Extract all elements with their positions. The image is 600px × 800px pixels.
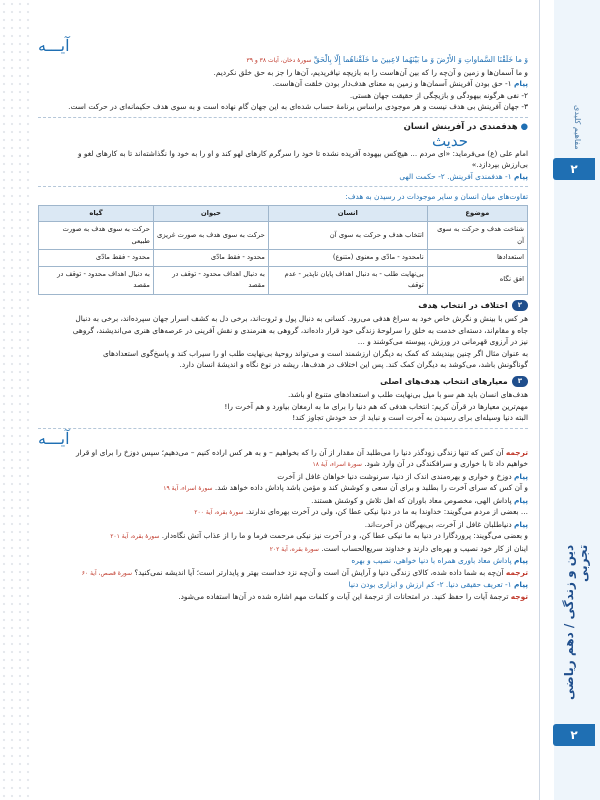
main-content — [38, 36, 528, 602]
table-header: موضوع — [427, 205, 527, 222]
sub3-p1: هدف‌های انسان باید هم سو با میل بی‌نهایت طلب و استعدادهای متنوع او باشد. — [287, 390, 528, 399]
divider — [38, 428, 528, 429]
strip-line — [539, 0, 540, 800]
chapter-badge-bottom: ۲ — [553, 724, 595, 746]
table-header: حیوان — [153, 205, 268, 222]
pay-4: پیام پاداش معاد باوری همراه با دنیا خواهی، نصیب و بهره — [351, 556, 528, 565]
dot-pattern — [0, 0, 34, 800]
tarjome-1b: خواهیم داد تا با خواری و سرافکندگی در آن وارد شود. سورهٔ اسراء، آیهٔ ۱۸ — [312, 459, 528, 468]
sidebar-key-concepts: مفاهیم کلیدی — [573, 105, 582, 150]
hadith-point: پیام ۱- هدفمندی آفرینش. ۲- حکمت الهی — [399, 171, 528, 181]
table-row: استعدادها نامحدود - مادّی و معنوی (متنوع) محدود - فقط مادّی محدود - فقط مادّی — [39, 250, 528, 267]
tip: توجه ترجمهٔ آیات را حفظ کنید. در امتحانات از ترجمهٔ این آیات و کلمات مهم اشاره شده در آن‌ها استفاده می‌شود. — [178, 591, 528, 601]
ayah2-header: آیـــه — [38, 428, 70, 448]
hadith-text-2: بی‌ارزش بپردازد.» — [471, 160, 528, 169]
right-strip — [528, 0, 600, 800]
ayah-point-1: پیام ۱- حق بودن آفرینش آسمان‌ها و زمین به معنای هدف‌دار بودن خلقت آن‌هاست. — [272, 79, 528, 88]
tarjome-3: ... بعضی از مردم می‌گویند: خداوندا به ما در دنیا نیکی عطا کن، ولی در آخرت بهره‌ای ندارند. سورهٔ بقره، آیهٔ ۲۰۰ — [194, 507, 528, 516]
tarjome-6: ترجمه آن‌چه به شما داده شده، کالای زندگی دنیا و آرایش آن است و آن‌چه نزد خداست بهتر و پایدارتر است؛ آیا اندیشه نمی‌کنید؟ سورهٔ قصص، آیهٔ ۶۰ — [81, 567, 528, 577]
subsection-2-title: ۲ اختلاف در انتخاب هدف — [38, 300, 528, 312]
comparison-table — [38, 205, 528, 295]
table-header: گیاه — [39, 205, 154, 222]
ayah-header: آیـــه — [38, 36, 70, 55]
subsection-badge: ۲ — [512, 300, 528, 311]
divider — [38, 186, 528, 187]
tarjome-4: و بعضی می‌گویند: پروردگارا در دنیا به ما نیکی عطا کن، و در آخرت نیز نیکی مرحمت فرما و ما را از عذاب آتش نگاه‌دار. سورهٔ بقره، آیهٔ ۲۰۱ — [110, 531, 528, 540]
sub2-p1: هر کس با بینش و نگرش خاص خود به سراغ هدفی می‌رود. کسانی به دنبال پول و ثروت‌اند، برخی دل به کشف اسرار جهان سپرده‌اند، برخی به دنبال — [75, 314, 528, 323]
pay-3: پیام دنیاطلبان غافل از آخرت، بی‌بهرگان در آخرت‌اند. — [364, 519, 528, 529]
ayah-arabic: وَ ما خَلَقْنَا السَّماواتِ وَ الأَرْضَ وَ ما بَيْنَهُما لاعِبينَ ما خَلَقْناهُما إِلّا بِالْحَقِّ — [313, 55, 528, 64]
section-title: ● هدفمندی در آفرینش انسان — [403, 121, 528, 132]
ayah-ref: سورهٔ دخان، آیات ۳۸ و ۳۹ — [246, 57, 312, 64]
sub2-p2: جاه و مقام‌اند، دسته‌ای خدمت به خلق را سرلوحهٔ زندگی خود قرار داده‌اند، گروهی به هنرمندی و نقش آفرینی در عرصه‌های هنری می‌اندیشند، گروهی — [72, 325, 528, 335]
subsection-badge: ۳ — [512, 376, 528, 387]
sub2-p3: نیز در آرزوی قهرمانی در ورزش، پیوسته می‌کوشند و ... — [357, 337, 528, 346]
table-header: انسان — [268, 205, 427, 222]
ayah-text — [38, 54, 528, 67]
tarjome-5: اینان از کار خود نصیب و بهره‌ای دارند و خداوند سریع‌الحساب است. سورهٔ بقره، آیهٔ ۲۰۲ — [269, 543, 528, 553]
subsection-3-title: ۳ معیارهای انتخاب هدف‌های اصلی — [38, 376, 528, 388]
sub3-p2: مهم‌ترین معیارها در قرآن کریم: انتخاب هدفی که هم دنیا را برای ما به ارمغان بیاورد و هم آخرت را! — [224, 401, 528, 411]
table-row: افق نگاه بی‌نهایت طلب - به دنبال اهداف پایان ناپذیر - عدم توقف به دنبال اهداف محدود - توقف در مقصد به دنبال اهداف محدود - توقف در مقصد — [39, 266, 528, 294]
ayah-point-2: ۲- نفی هرگونه بیهودگی و بازیچگی از حقیقت جهان هستی. — [349, 90, 528, 100]
ayah-translation: و ما آسمان‌ها و زمین و آن‌چه را که بین آن‌هاست را به بازیچه نیافریدیم، آن‌ها را جز به حق خلق نکردیم. — [213, 67, 528, 77]
hadith-text-1: امام علی (ع) می‌فرماید: «ای مردم ... هیچ‌کس بیهوده آفریده نشده تا خود را سرگرم کارهای لهو کند و او را به خود وا نگذاشته‌اند تا به کارهای لغو و — [77, 148, 528, 158]
sub2-p5: گوناگونش باشد، می‌کوشد به دیگران کمک کند. پس این اختلاف در هدف‌ها، ریشه در نوع نگاه و اندیشهٔ انسان دارد. — [179, 360, 528, 369]
table-row: شناخت هدف و حرکت به سوی آن انتخاب هدف و حرکت به سوی آن حرکت به سوی هدف به صورت غریزی حرکت به سوی هدف به صورت طبیعی — [39, 222, 528, 250]
chapter-badge-top: ۲ — [553, 158, 595, 180]
tarjome-1: ترجمه آن کس که تنها زندگی زودگذر دنیا را می‌طلبد آن مقدار از آن را که بخواهیم – و به هر کس اراده کنیم – می‌دهیم؛ سپس دوزخ را برای او قرار — [76, 447, 528, 457]
sub2-p4: به عنوان مثال اگر چنین بیندیشد که کمک به دیگران ارزشمند است و می‌تواند روحیهٔ بی‌نهایت طلب او را سیراب کند و پاسخ‌گوی استعدادهای — [102, 348, 528, 358]
hadith-header: حدیث — [431, 132, 468, 150]
sub3-p3: البته دنیا وسیله‌ای برای رسیدن به آخرت است و نباید از حد خودش تجاوز کند! — [292, 413, 528, 422]
pay-1: پیام دوزخ و خواری و بهره‌مندی اندک از دنیا، سرنوشت دنیا خواهان غافل از آخرت — [277, 471, 528, 481]
table-caption: تفاوت‌های میان انسان و سایر موجودات در رسیدن به هدف: — [345, 192, 528, 201]
pay-2: پیام پاداش الهی، مخصوص معاد باوران که اهل تلاش و کوشش هستند. — [311, 495, 528, 505]
tarjome-2: و آن کس که سرای آخرت را بطلبد و برای آن سعی و کوشش کند و مؤمن باشد پاداش داده خواهد شد. سورهٔ اسراء، آیهٔ ۱۹ — [163, 483, 528, 492]
divider — [38, 117, 528, 118]
ayah-point-3: ۳- جهان آفرینش بی هدف نیست و هر موجودی براساس برنامهٔ حساب شده‌ای به این جهان گام نهاده است و به سوی هدف حکیمانه‌ای در حرکت است. — [68, 102, 528, 111]
pay-5: پیام ۱- تعریف حقیقی دنیا. ۲- کم ارزش و ابزاری بودن دنیا — [348, 580, 528, 589]
book-title-vertical: دین و زندگی / دهم ریاضی تجربی — [562, 545, 590, 701]
